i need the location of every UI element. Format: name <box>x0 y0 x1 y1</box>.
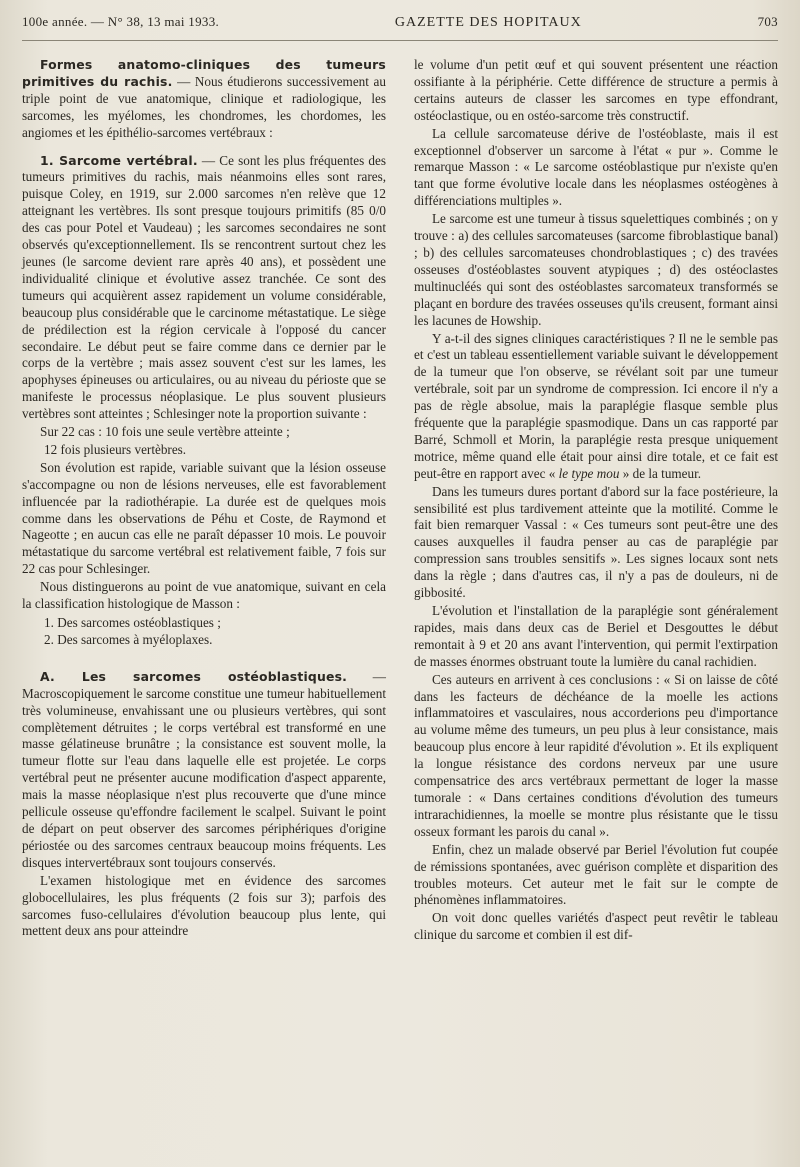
paragraph-evolution: Son évolution est rapide, variable suivant que la lésion osseuse s'accompagne ou non de lésions nerveuses, elle est favorablement influencée par la radiothérapie. La durée est de quelques mois comme dans les observations de Péhu et Coste, de Raymond et Nageotte ; en aucun cas elle ne paraît dépasser 10 mois. Le pouvoir métastatique du sarcome vertébral est relativement faible, 7 fois sur 22 cas pour Schlesinger. <box>22 459 386 577</box>
osteo-heading: A. Les sarcomes ostéoblastiques. <box>40 668 348 684</box>
journal-title: GAZETTE DES HOPITAUX <box>394 15 582 30</box>
paragraph-distinguish: Nous distinguerons au point de vue anatomique, suivant en cela la classification histologique de Masson : <box>22 579 386 612</box>
paragraph-cell-origin: La cellule sarcomateuse dérive de l'ostéoblaste, mais il est exceptionnel d'observer un sarcome à l'état « pur ». Comme le remarque Masson : « Le sarcome ostéoblastique pur n'existe qu'en tant que forme évolutive locale dans les néoplasmes ostéogènes à différenciations multiples ». <box>414 125 778 209</box>
left-column <box>22 57 386 945</box>
paragraph-variety: On voit donc quelles variétés d'aspect peut revêtir le tableau clinique du sarcome et combien il est dif- <box>414 910 778 943</box>
running-header <box>22 14 778 41</box>
signs-text-end: » de la tumeur. <box>619 465 702 481</box>
page-number: 703 <box>757 14 778 29</box>
text-columns <box>22 57 778 945</box>
section-heading: Formes anatomo-cliniques des tumeurs primitives du rachis. <box>22 57 386 89</box>
paragraph-tissues: Le sarcome est une tumeur à tissus squelettiques combinés ; on y trouve : a) des cellules sarcomateuses (sarcome fibroblastique banal) ; b) des cellules sarcomateuses chondroblastiques ; c) des travées osseuses d'ostéoblastes souvent atypiques ; d) des ostéoclastes multinucléés qui sont des ostéoblastes sarcomateux transformés se plaçant en bordure des travées osseuses qu'ils creusent, formant ainsi les lacunes de Howship. <box>414 211 778 328</box>
right-column <box>414 57 778 945</box>
signs-text: Y a-t-il des signes cliniques caractéristiques ? Il ne le semble pas et c'est un tableau essentiellement variable suivant le développement de la tumeur que l'on observe, se révélant soit par une tumeur vertébrale, soit par un syndrome de compression. Ici encore il n'y a pas de règle absolue, mais la paraplégie flasque semble plus fréquente que la paraplégie spasmodique. Dans un cas rapporté par Barré, Schmoll et Morin, la paraplégie resta presque uniquement motrice, même quand elle était pour ainsi dire totale, et ce fait est peut-être en rapport avec « <box>414 330 778 481</box>
issue-info: 100e année. — N° 38, 13 mai 1933. <box>22 14 220 29</box>
list-item: 1. Des sarcomes ostéoblastiques ; <box>44 615 221 630</box>
paragraph-conclusions: Ces auteurs en arrivent à ces conclusions : « Si on laisse de côté dans les facteurs de déchéance de la moelle les actions inflammatoires et vasculaires, nous accorderions peu d'importance au volume même des tumeurs, un peu plus à leur consistance, mais beaucoup plus encore à leur rapidité d'évolution ». Et ils expliquent la longue résistance des cordons nerveux par une usure compensatrice des arcs vertébraux permettant de loger la masse tumorale : « Dans certaines conditions d'évolution des tumeurs intrarachidiennes, la moelle se montre plus résistante que le tissu osseux formant les parois du canal ». <box>414 671 778 839</box>
sarcoma-types-list <box>22 615 386 649</box>
sarcome-heading: 1. Sarcome vertébral. <box>40 152 198 168</box>
paragraph-sarcome <box>22 153 386 424</box>
sarcome-text: — Ce sont les plus fréquentes des tumeurs primitives du rachis, mais néanmoins elles sont rares, puisque Coley, en 1919, sur 2.000 sarcomes n'en relève que 12 atteignant les vertèbres. Ils sont presque toujours primitifs (85 0/0 des cas pour Potel et Vaudeau) ; les sarcomes secondaires ne sont observés qu'exceptionnellement. Ils se rencontrent surtout chez les jeunes (le sarcome devient rare après 40 ans), et possèdent une individualité clinique et évolutive assez tranchée. Ce sont des tumeurs qui acquièrent assez rapidement un volume considérable, beaucoup plus considérable que le carcinome métastatique. Le siège de prédilection est la région cervicale à l'opposé du cancer secondaire. Le début peut se faire comme dans ce dernier par le corps de la vertèbre ; mais assez souvent c'est sur les lames, les apophyses épineuses ou articulaires, ou au niveau du périoste que se manifeste le processus néoplasique. Le plus souvent plusieurs vertèbres sont atteintes ; Schlesinger note la proportion suivante : <box>22 152 387 422</box>
paragraph-signs <box>414 331 778 483</box>
list-item: 2. Des sarcomes à myéloplaxes. <box>44 631 213 647</box>
osteo-text: — Macroscopiquement le sarcome constitue une tumeur habituellement très volumineuse, envahissant une ou plusieurs vertèbres, qui sont complètement détruites ; le corps vertébral est transformé en une masse gélatineuse brunâtre ; la consistance est souvent molle, la tumeur flotte sur l'eau dans laquelle elle est projetée. Le corps vertébral peut ne présenter aucune modification d'aspect apparente, mais la masse néoplasique n'est plus recouverte que d'une mince pellicule osseuse qu'effondre facilement le scalpel. Suivant le point de départ on peut observer des sarcomes périphériques d'origine périostée ou des sarcomes centraux beaucoup moins fréquents. Les disques intervertébraux sont toujours conservés. <box>22 668 386 870</box>
paragraph-continued: le volume d'un petit œuf et qui souvent présentent une réaction ossifiante à la périphérie. Cette différence de structure a permis à certains auteurs de classer les sarcomes en type effondrant, ostéoclastique, ou en ostéo-sarcome très constructif. <box>414 57 778 123</box>
stat-line-2: 12 fois plusieurs vertèbres. <box>44 441 187 457</box>
paragraph-osteoblastic <box>22 669 386 872</box>
paragraph-evolution-paraplegia: L'évolution et l'installation de la paraplégie sont généralement rapides, mais dans deux cas de Beriel et Desgouttes le début remontait à 9 et 20 ans avant l'intervention, qui permit l'extirpation de masses énormes obstruant toute la lumière du canal rachidien. <box>414 603 778 669</box>
paragraph-remission: Enfin, chez un malade observé par Beriel l'évolution fut coupée de rémissions spontanées, avec guérison complète et disparition des troubles moteurs. Cet auteur met le fait sur le compte de phénomènes inflammatoires. <box>414 841 778 908</box>
paragraph-hard-tumors: Dans les tumeurs dures portant d'abord sur la face postérieure, la sensibilité est plus tardivement atteinte que la motilité. Comme le fait bien remarquer Vassal : « Ces tumeurs sont peut-être une des causes auxquelles il faudra penser au cas de paraplégie par compression sans troubles sensitifs ». Les signes locaux sont nets dans la règle ; dans d'autres cas, il n'y a pas de douleurs, ni de gibbosité. <box>414 483 778 601</box>
paragraph-intro <box>22 57 386 142</box>
stat-line-1: Sur 22 cas : 10 fois une seule vertèbre atteinte ; <box>40 424 290 440</box>
paragraph-histology: L'examen histologique met en évidence des sarcomes globocellulaires, les plus fréquents (2 fois sur 3); parfois des sarcomes fuso-cellulaires d'évolution beaucoup plus lente, qui mettent deux ans pour atteindre <box>22 872 386 939</box>
section-text: — Nous étudierons successivement au triple point de vue anatomique, clinique et radiologique, les sarcomes, les myélomes, les chondromes, les chordomes, les angiomes et les épithélio-sarcomes vertébraux : <box>22 73 386 140</box>
signs-emphasis: le type mou <box>558 465 620 481</box>
